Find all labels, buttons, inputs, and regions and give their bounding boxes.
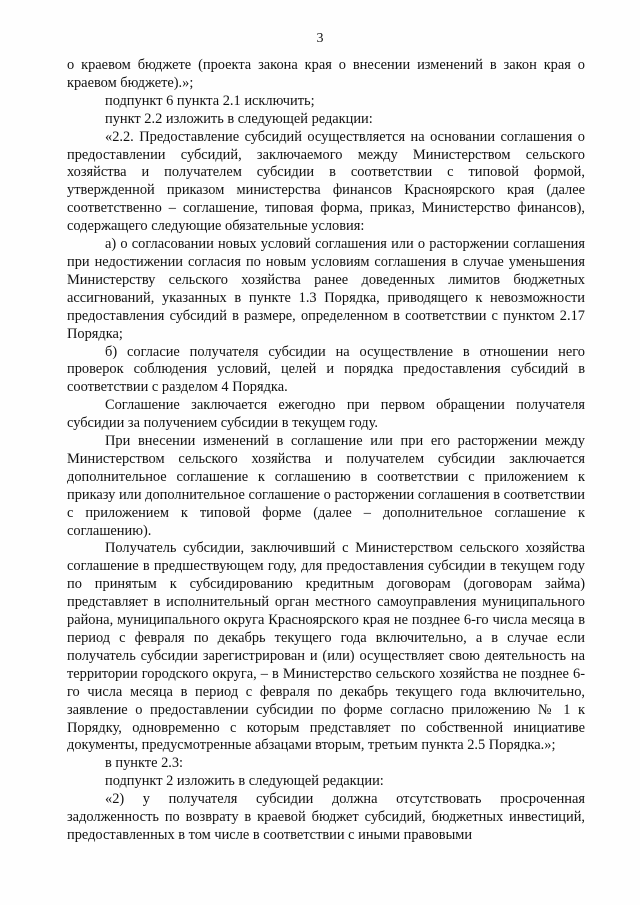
paragraph: Соглашение заключается ежегодно при первом обращении получателя субсидии за получением субсидии в текущем году. bbox=[67, 397, 585, 432]
paragraph: подпункт 2 изложить в следующей редакции: bbox=[105, 773, 384, 790]
document-body bbox=[67, 57, 585, 845]
paragraph: а) о согласовании новых условий соглашения или о расторжении соглашения при недостижении согласия по новым условиям соглашения в случае уменьшения Министерству сельского хозяйства ранее доведенных лимитов бюджетных ассигнований, указанных в пункте 1.3 Порядка, приводящего к невозможности предоставления субсидий в размере, определенном в соответствии с пунктом 2.17 Порядка; bbox=[67, 236, 585, 342]
paragraph: «2.2. Предоставление субсидий осуществляется на основании соглашения о предоставлении субсидий, заключаемого между Министерством сельского хозяйства и получателем субсидии в соответствии с типовой формой, утвержденной приказом министерства финансов Красноярского края (далее соответственно – соглашение, типовая форма, приказ, Министерство финансов), содержащего следующие обязательные условия: bbox=[67, 128, 585, 235]
paragraph: подпункт 6 пункта 2.1 исключить; bbox=[105, 92, 315, 109]
paragraph: Получатель субсидии, заключивший с Министерством сельского хозяйства соглашение в предшествующем году, для предоставления субсидии в текущем году по принятым к субсидированию кредитным договорам (договорам займа) представляет в исполнительный орган местного самоуправления муниципального района, муниципального округа Красноярского края не позднее 6-го числа месяца в период с февраля по декабрь текущего года включительно, а в случае если получатель субсидии зарегистрирован и (или) осуществляет свою деятельность на территории городского округа, – в Министерство сельского хозяйства не позднее 6-го числа месяца в период с февраля по декабрь текущего года включительно, заявление о предоставлении субсидии по форме согласно приложению № 1 к Порядку, одновременно с которым представляет по собственной инициативе документы, предусмотренные абзацами вторым, третьим пункта 2.5 Порядка.»; bbox=[67, 540, 585, 754]
paragraph: б) согласие получателя субсидии на осуществление в отношении него проверок соблюдения условий, целей и порядка предоставления субсидий в соответствии с разделом 4 Порядка. bbox=[67, 343, 585, 396]
paragraph: в пункте 2.3: bbox=[105, 755, 184, 772]
paragraph: «2) у получателя субсидии должна отсутствовать просроченная задолженность по возврату в краевой бюджет субсидий, бюджетных инвестиций, предоставленных в том числе в соответствии с иными правовыми bbox=[67, 791, 585, 843]
paragraph: пункт 2.2 изложить в следующей редакции: bbox=[105, 110, 373, 127]
page-number: 3 bbox=[316, 31, 324, 46]
paragraph: о краевом бюджете (проекта закона края о внесении изменений в закон края о краевом бюджете).»; bbox=[67, 57, 585, 91]
paragraph: При внесении изменений в соглашение или при его расторжении между Министерством сельского хозяйства и получателем субсидии заключается дополнительное соглашение к соглашению в соответствии с приложением к приказу или дополнительное соглашение о расторжении соглашения в соответствии с приложением к типовой форме (далее – дополнительное соглашение к соглашению). bbox=[67, 433, 585, 539]
